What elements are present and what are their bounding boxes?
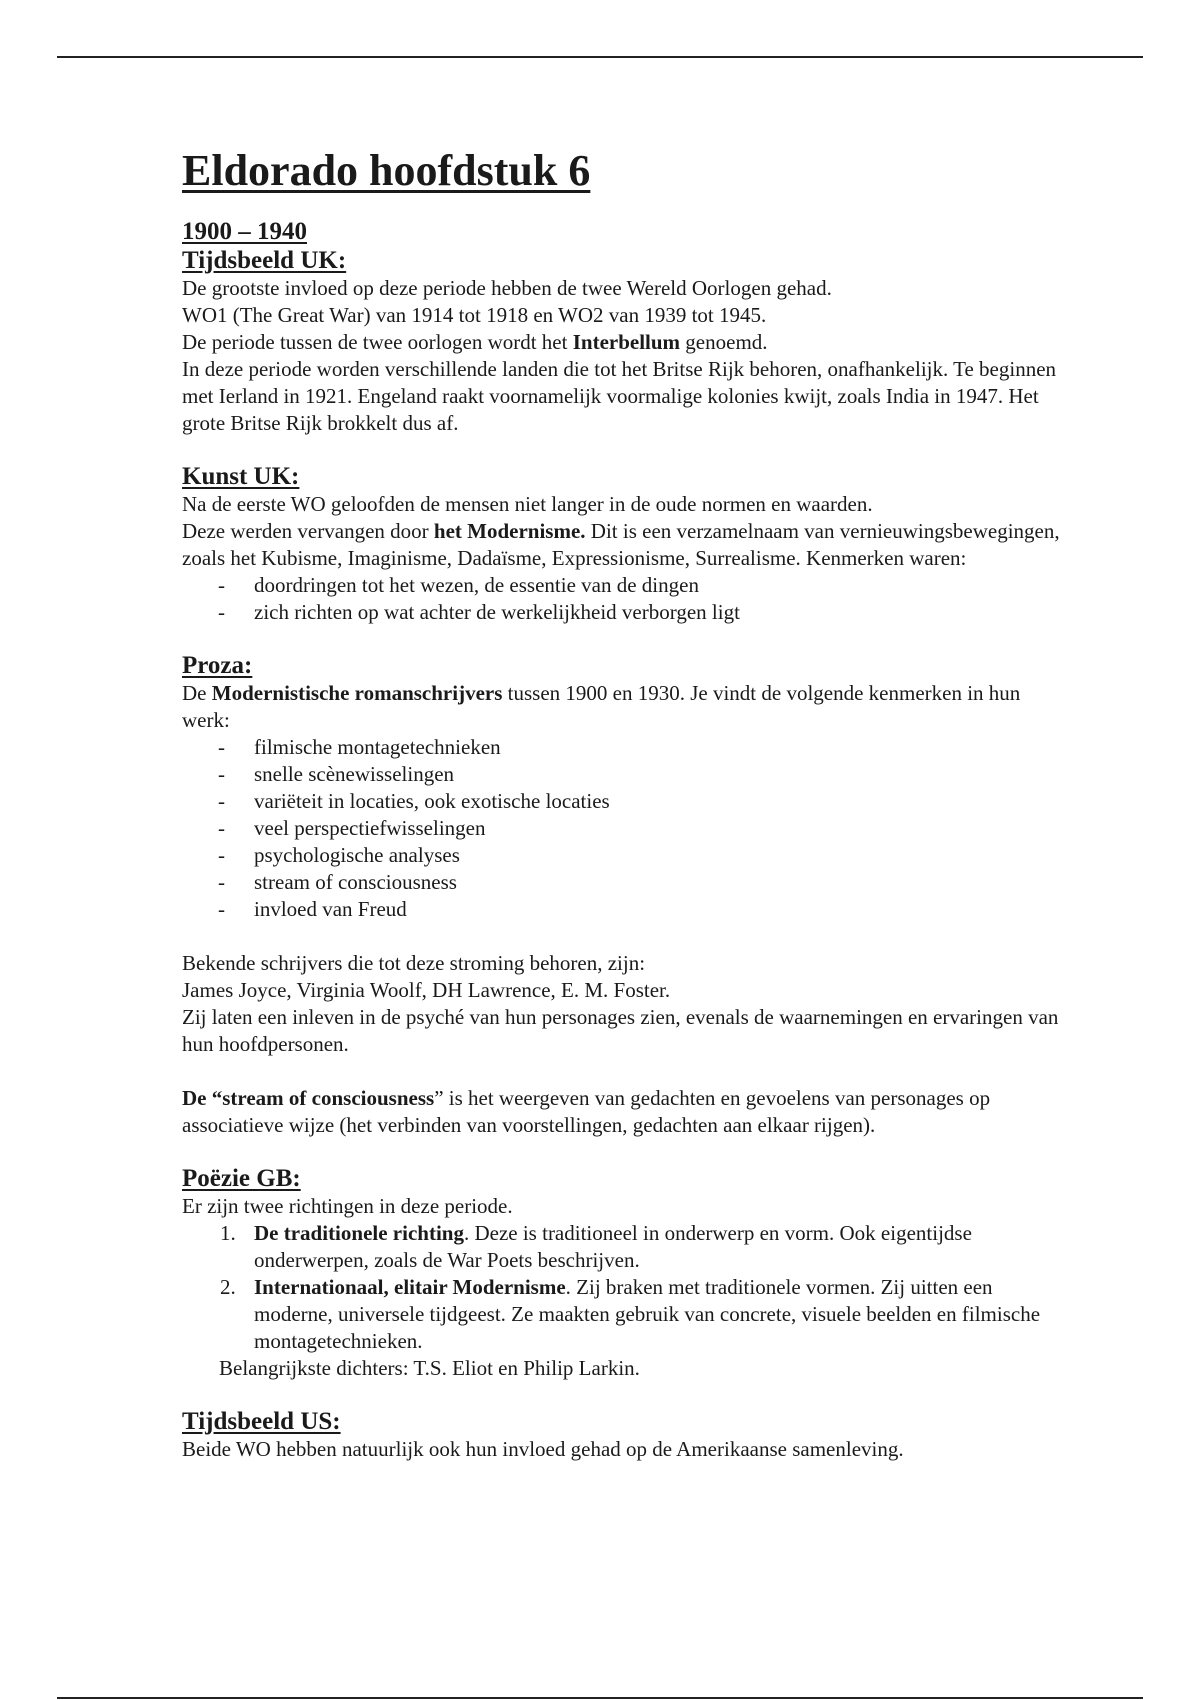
list-item [182, 896, 1062, 923]
bottom-rule [57, 1697, 1143, 1699]
dash-marker: - [218, 573, 225, 597]
dash-marker: - [218, 762, 225, 786]
paragraph [182, 680, 1062, 734]
heading-tijdsbeeld-us: Tijdsbeeld US: [182, 1408, 341, 1435]
bold-term-stream: De “stream of consciousness [182, 1086, 435, 1110]
paragraph: Zij laten een inleven in de psyché van hun personages zien, evenals de waarnemingen en ervaringen van hun hoofdpersonen. [182, 1005, 1059, 1056]
period-heading: 1900 – 1940 [182, 218, 307, 245]
paragraph: De grootste invloed op deze periode hebben de twee Wereld Oorlogen gehad. [182, 276, 832, 300]
paragraph: James Joyce, Virginia Woolf, DH Lawrence, E. M. Foster. [182, 978, 671, 1002]
list-item [182, 572, 1062, 599]
list-item-text: filmische montagetechnieken [254, 735, 501, 759]
dash-marker: - [218, 843, 225, 867]
list-item-text: veel perspectiefwisselingen [254, 816, 486, 840]
paragraph: Bekende schrijvers die tot deze stroming behoren, zijn: [182, 951, 646, 975]
section-kunst-uk [182, 462, 1062, 626]
bold-term-romanschrijvers: Modernistische romanschrijvers [211, 681, 503, 705]
section-poezie-gb [182, 1164, 1062, 1382]
list-item-text: invloed van Freud [254, 897, 407, 921]
heading-poezie-gb: Poëzie GB: [182, 1165, 301, 1192]
paragraph: Belangrijkste dichters: T.S. Eliot en Philip Larkin. [219, 1356, 640, 1380]
bold-term: De traditionele richting [254, 1221, 464, 1245]
dash-marker: - [218, 789, 225, 813]
dash-marker: - [218, 897, 225, 921]
list-item-text: . Zij braken met traditionele vormen. Zij uitten een moderne, universele tijdgeest. Ze maakten gebruik van concrete, visuele beelden en filmische montagetechnieken. [254, 1275, 1041, 1353]
bold-term-modernisme: het Modernisme. [433, 519, 586, 543]
text: De [182, 681, 212, 705]
paragraph: WO1 (The Great War) van 1914 tot 1918 en WO2 van 1939 tot 1945. [182, 303, 767, 327]
text: ” is het weergeven van gedachten en gevoelens van personages op associatieve wijze (het verbinden van voorstellingen, gedachten aan elkaar rijgen). [182, 1086, 991, 1137]
bullet-list [182, 572, 1062, 626]
dash-marker: - [218, 816, 225, 840]
top-rule [57, 56, 1143, 58]
document-title: Eldorado hoofdstuk 6 [182, 146, 591, 195]
paragraph: Na de eerste WO geloofden de mensen niet langer in de oude normen en waarden. [182, 492, 873, 516]
list-item [182, 788, 1062, 815]
paragraph: Beide WO hebben natuurlijk ook hun invloed gehad op de Amerikaanse samenleving. [182, 1437, 904, 1461]
section-tijdsbeeld-us [182, 1407, 1062, 1463]
list-item [182, 761, 1062, 788]
list-item [182, 599, 1062, 626]
text: tussen 1900 en 1930. Je vindt de volgende kenmerken in hun werk: [182, 681, 1021, 732]
list-item-text: . Deze is traditioneel in onderwerp en vorm. Ook eigentijdse onderwerpen, zoals de War Poets beschrijven. [254, 1221, 972, 1272]
heading-kunst-uk: Kunst UK: [182, 463, 300, 490]
heading-tijdsbeeld-uk: Tijdsbeeld UK: [182, 247, 347, 274]
text: Deze werden vervangen door [182, 519, 434, 543]
numbered-list [182, 1220, 1062, 1355]
dash-marker: - [218, 870, 225, 894]
list-item [182, 1274, 1062, 1355]
bullet-list [182, 734, 1062, 923]
bold-term-interbellum: Interbellum [572, 330, 681, 354]
list-item [182, 815, 1062, 842]
paragraph [182, 329, 1062, 356]
list-item-text: zich richten op wat achter de werkelijkheid verborgen ligt [254, 600, 740, 624]
list-item [182, 842, 1062, 869]
paragraph: Er zijn twee richtingen in deze periode. [182, 1194, 513, 1218]
section-proza [182, 651, 1062, 1139]
dash-marker: - [218, 600, 225, 624]
heading-proza: Proza: [182, 652, 253, 679]
list-item [182, 734, 1062, 761]
list-item [182, 1220, 1062, 1274]
list-item-text: variëteit in locaties, ook exotische locaties [254, 789, 610, 813]
document-body [182, 145, 1062, 1463]
paragraph: In deze periode worden verschillende landen die tot het Britse Rijk behoren, onafhankelijk. Te beginnen met Ierland in 1921. Engeland raakt voornamelijk voormalige kolonies kwijt, zoals India in 1947. Het grote Britse Rijk brokkelt dus af. [182, 357, 1057, 435]
list-item-text: snelle scènewisselingen [254, 762, 455, 786]
list-item-text: stream of consciousness [254, 870, 457, 894]
number-marker: 1. [220, 1221, 236, 1245]
dash-marker: - [218, 735, 225, 759]
number-marker: 2. [220, 1275, 236, 1299]
section-tijdsbeeld-uk [182, 217, 1062, 437]
text: De periode tussen de twee oorlogen wordt het [182, 330, 573, 354]
paragraph [182, 1085, 1062, 1139]
bold-term: Internationaal, elitair Modernisme [254, 1275, 566, 1299]
paragraph [182, 518, 1062, 572]
text: Dit is een verzamelnaam van vernieuwingsbewegingen, zoals het Kubisme, Imaginisme, Dadaïsme, Expressionisme, Surrealisme. Kenmerken waren: [182, 519, 1060, 570]
list-item-text: doordringen tot het wezen, de essentie van de dingen [254, 573, 699, 597]
text: genoemd. [680, 330, 768, 354]
list-item-text: psychologische analyses [254, 843, 460, 867]
list-item [182, 869, 1062, 896]
